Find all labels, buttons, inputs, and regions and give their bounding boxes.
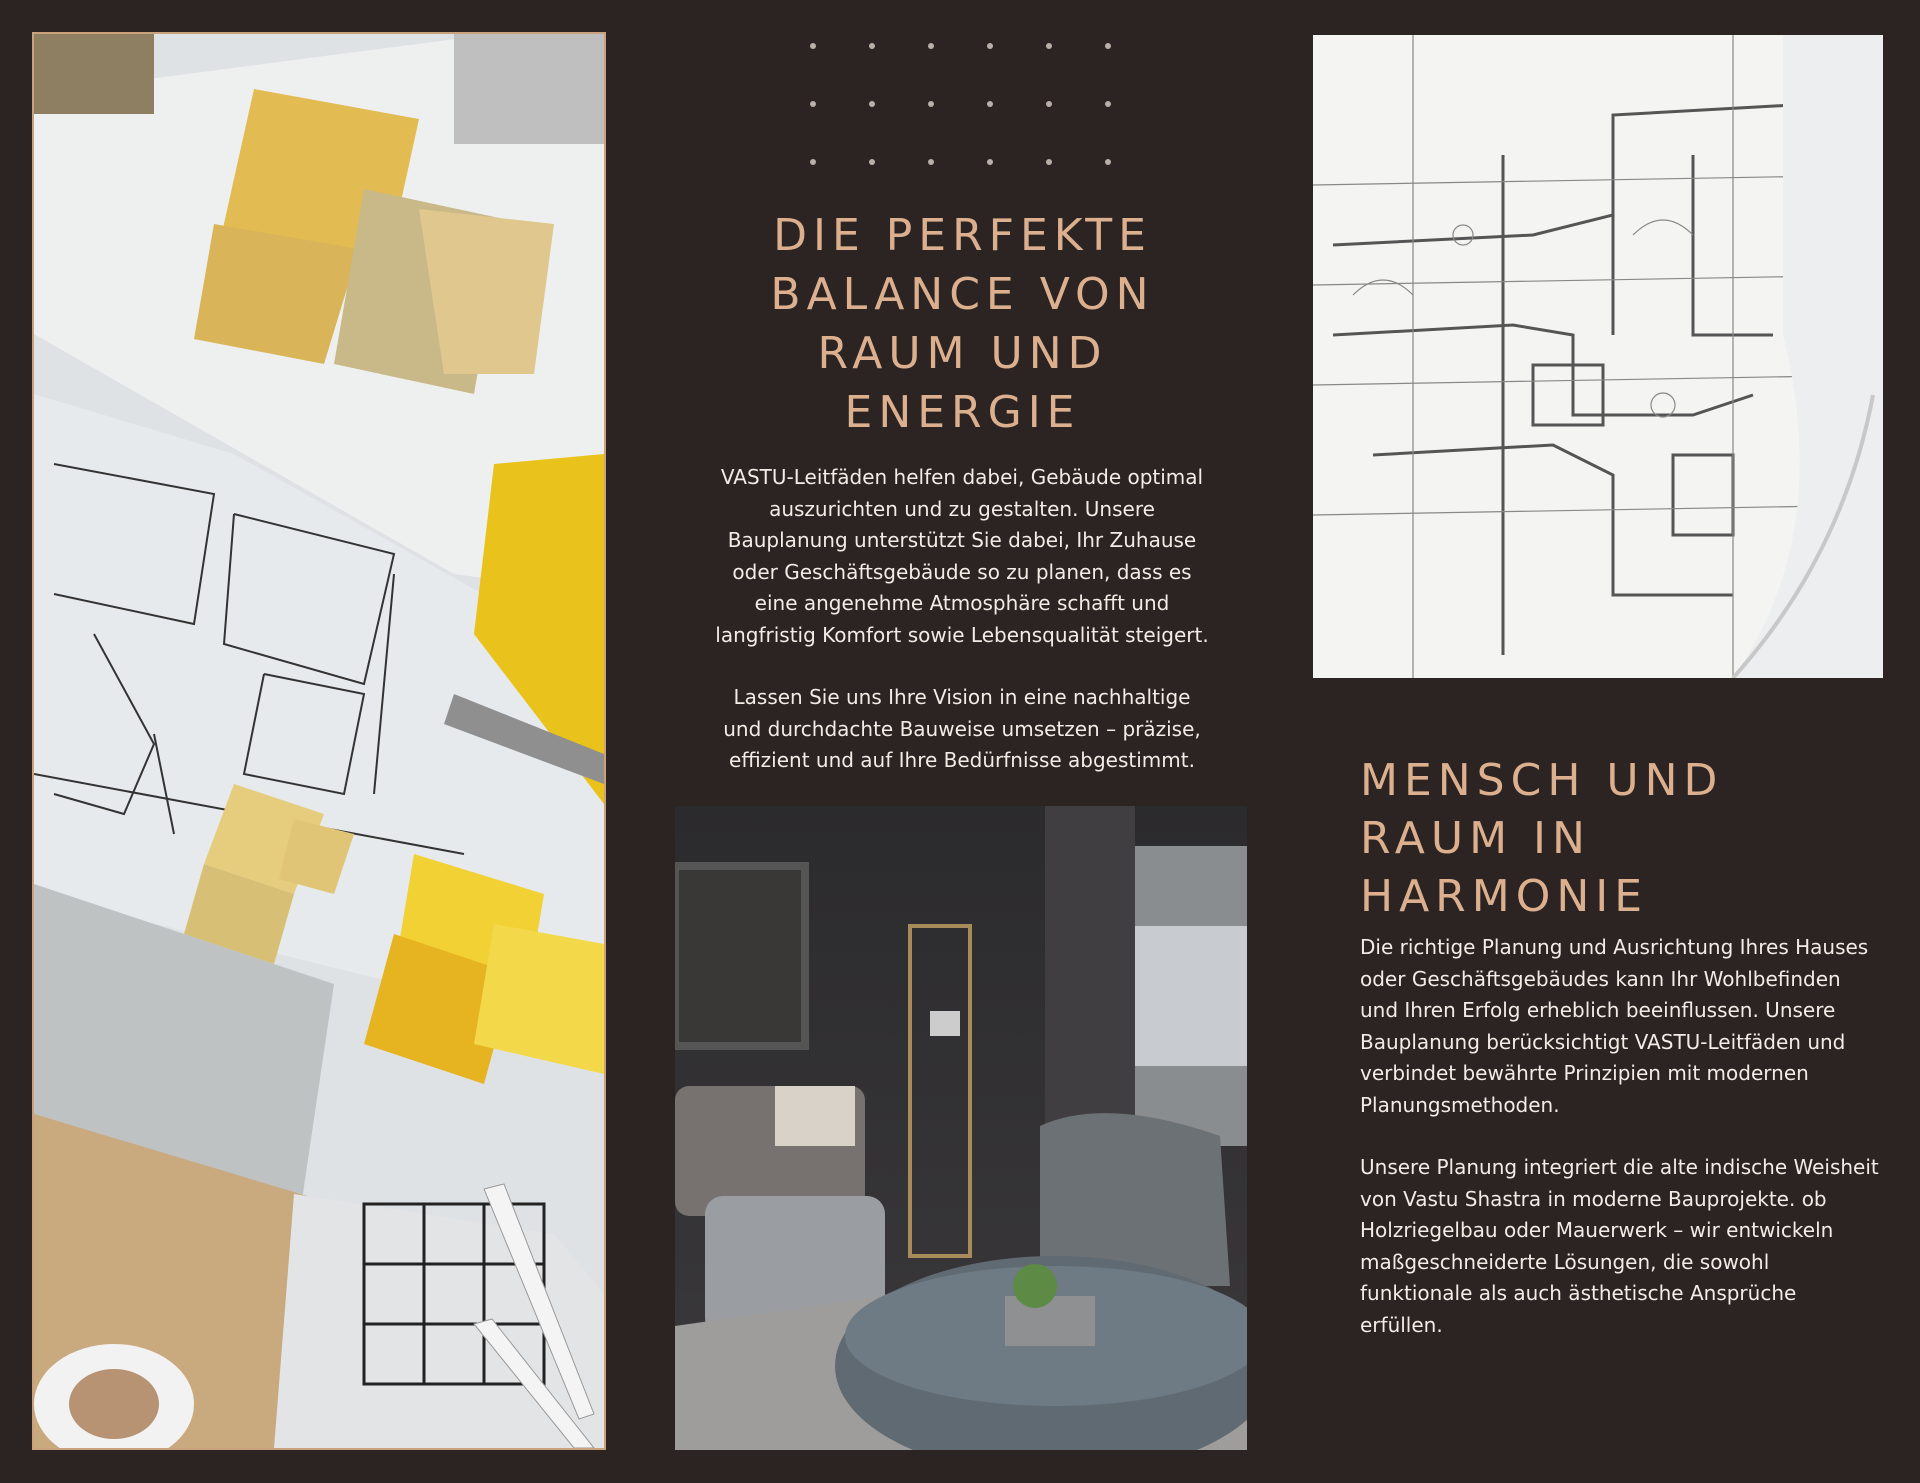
right-paragraph: Unsere Planung integriert die alte indische Weisheit von Vastu Shastra in moderne Bauprojekte. ob Holzriegelbau oder Mauerwerk – wir entwickeln maßgeschneiderte Lösungen, die sowohl funktionale als auch ästhetische Ansprüche erfüllen. — [1360, 1155, 1879, 1337]
center-paragraph: Lassen Sie uns Ihre Vision in eine nachhaltige und durchdachte Bauweise umsetzen – präzise, effizient und auf Ihre Bedürfnisse abgestimmt. — [723, 685, 1201, 772]
center-paragraph: VASTU-Leitfäden helfen dabei, Gebäude optimal auszurichten und zu gestalten. Unsere Bauplanung unterstützt Sie dabei, Ihr Zuhause oder Geschäftsgebäude so zu planen, dass es eine angenehme Atmosphäre schafft und langfristig Komfort sowie Lebensqualität steigert. — [715, 465, 1209, 647]
lounge-interior-photo — [675, 806, 1247, 1450]
right-heading-line: MENSCH UND — [1360, 755, 1724, 806]
center-heading-line: DIE PERFEKTE — [773, 210, 1152, 261]
center-heading-line: ENERGIE — [844, 387, 1081, 438]
right-body-text — [1360, 932, 1880, 1372]
center-heading-line: RAUM UND — [817, 328, 1108, 379]
right-heading-line: RAUM IN — [1360, 813, 1591, 864]
right-heading-line: HARMONIE — [1360, 871, 1649, 922]
center-heading — [700, 206, 1225, 442]
right-paragraph: Die richtige Planung und Ausrichtung Ihres Hauses oder Geschäftsgebäudes kann Ihr Wohlbefinden und Ihren Erfolg erheblich beeinflussen. Unsere Bauplanung berücksichtigt VASTU-Leitfäden und verbindet bewährte Prinzipien mit modernen Planungsmethoden. — [1360, 935, 1869, 1117]
material-swatches-photo — [32, 32, 606, 1450]
decorative-dot-grid — [805, 38, 1115, 168]
right-heading — [1360, 752, 1860, 926]
center-heading-line: BALANCE VON — [770, 269, 1155, 320]
center-body-text — [712, 462, 1212, 808]
blueprint-photo — [1313, 35, 1883, 678]
